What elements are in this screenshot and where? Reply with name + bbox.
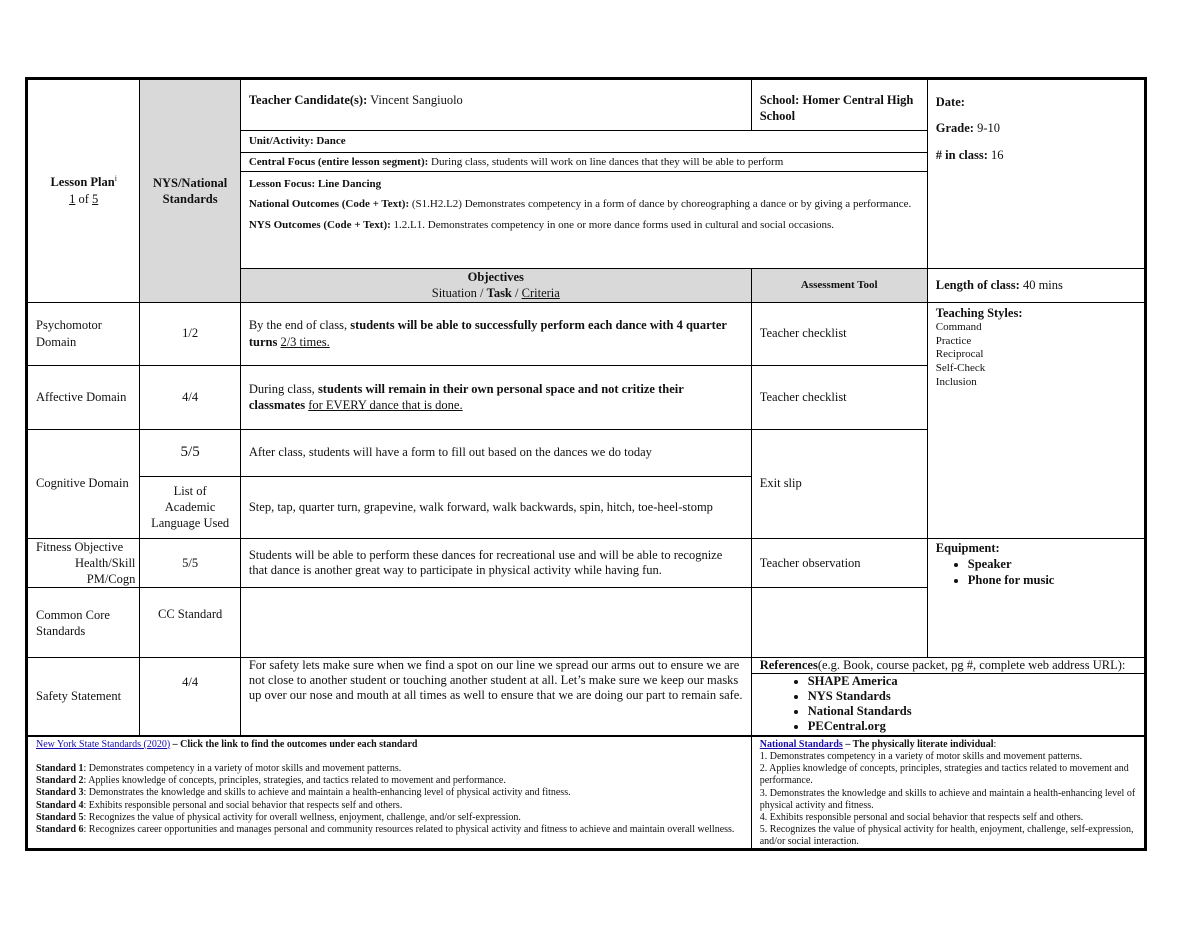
affective-domain: Affective Domain xyxy=(27,365,140,429)
school-name: School: Homer Central High School xyxy=(751,79,927,131)
academic-language-label: List of Academic Language Used xyxy=(140,476,240,538)
teaching-styles-list xyxy=(936,321,1136,390)
national-standards-footer: National Standards – The physically literate individual: 1. Demonstrates competency in a variety of motor skills and movement patterns. 2. Applies knowledge of concepts, principles, strategies and tactics related to movement and performance. 3. Demonstrates the knowledge and skills to achieve and maintain a health-enhancing level of physical activity and fitness. 4. Exhibits responsible personal and social behavior that respects self and others. 5. Recognizes the value of physical activity for health, enjoyment, challenge, self-expression, and/or social interaction. xyxy=(751,736,1145,850)
date-label: Date: xyxy=(935,95,965,109)
lesson-plan-table xyxy=(25,77,1147,851)
equipment xyxy=(927,538,1145,658)
national-outcomes: National Outcomes (Code + Text): (S1.H2.L2) Demonstrates competency in a form of dance by choreographing a dance or by giving a performance. xyxy=(248,198,912,211)
fitness-assessment: Teacher observation xyxy=(751,538,927,588)
class-size-line: # in class: 16 xyxy=(935,147,1004,162)
psychomotor-domain: Psychomotor Domain xyxy=(27,302,140,365)
fitness-objective: Students will be able to perform these dances for recreational use and will be able to recognize that dance is another great way to participate in physical activity while having fun. xyxy=(240,538,751,588)
objectives-header: Objectives Situation / Task / Criteria xyxy=(240,269,751,303)
lesson-focus: Lesson Focus: Line Dancing xyxy=(248,178,382,190)
list-item: 1. Demonstrates competency in a variety of motor skills and movement patterns. xyxy=(759,750,1083,762)
list-item: 3. Demonstrates the knowledge and skills to achieve and maintain a health-enhancing level of physical activity and fitness. xyxy=(759,787,1136,811)
common-core-assessment xyxy=(751,588,927,658)
grade-line: Grade: 9-10 xyxy=(935,121,1001,136)
national-standards-link[interactable]: National Standards xyxy=(759,738,843,750)
affective-assessment: Teacher checklist xyxy=(751,365,927,429)
list-item: • Phone for music xyxy=(968,572,1136,588)
fitness-domain: Fitness Objective Health/Skill PM/Cogn xyxy=(27,538,140,588)
list-item: Inclusion xyxy=(935,375,977,388)
length-of-class: Length of class: 40 mins xyxy=(927,269,1145,303)
teaching-styles-title: Teaching Styles: xyxy=(935,305,1023,320)
cognitive-assessment: Exit slip xyxy=(751,429,927,538)
cognitive-standard: 5/5 xyxy=(140,429,240,476)
central-focus: Central Focus (entire lesson segment): During class, students will work on line dances that they will be able to perform xyxy=(240,153,927,172)
lesson-number: 1 xyxy=(69,191,76,206)
affective-objective: During class, students will remain in their own personal space and not critize their classmates for EVERY dance that is done. xyxy=(240,365,751,429)
safety-domain: Safety Statement xyxy=(27,658,140,736)
common-core-standard: CC Standard xyxy=(140,588,240,658)
cognitive-objective: After class, students will have a form to fill out based on the dances we do today xyxy=(240,429,751,476)
list-item: Standard 4: Exhibits responsible personal and social behavior that respects self and others. xyxy=(36,799,403,811)
psychomotor-objective: By the end of class, students will be able to successfully perform each dance with 4 quarter turns 2/3 times. xyxy=(240,302,751,365)
lesson-total: 5 xyxy=(92,191,99,206)
nys-standards-footer: New York State Standards (2020) – Click the link to find the outcomes under each standard Standard 1: Demonstrates competency in a variety of motor skills and movement patterns. Standard 2: Applies knowledge of concepts, principles, strategies, and tactics related to movement and performance. Standard 3: Demonstrates the knowledge and skills to achieve and maintain a health-enhancing level of physical activity and fitness. Standard 4: Exhibits responsible personal and social behavior that respects self and others. Standard 5: Recognizes the value of physical activity for overall wellness, enjoyment, challenge, and/or self-expression. Standard 6: Recognizes career opportunities and manages personal and community resources related to physical activity and fitness to achieve and maintain overall wellness. xyxy=(27,736,752,850)
list-item: • NYS Standards xyxy=(808,689,1144,704)
teaching-styles xyxy=(927,302,1145,538)
unit-activity: Unit/Activity: Dance xyxy=(240,131,927,153)
list-item: • PECentral.org xyxy=(808,719,1144,734)
list-item: 2. Applies knowledge of concepts, principles, strategies and tactics related to movement and performance. xyxy=(759,763,1129,787)
list-item: 4. Exhibits responsible personal and social behavior that respects self and others. xyxy=(759,811,1084,823)
list-item: Standard 5: Recognizes the value of physical activity for overall wellness, enjoyment, challenge, and/or self-expression. xyxy=(36,811,521,823)
lesson-plan-page xyxy=(25,77,1147,851)
safety-standard: 4/4 xyxy=(140,658,240,736)
references-header: References(e.g. Book, course packet, pg #, complete web address URL): xyxy=(752,658,1144,674)
list-item: Command xyxy=(935,320,982,333)
affective-standard: 4/4 xyxy=(140,365,240,429)
outcomes-block xyxy=(240,172,927,269)
list-item: • Speaker xyxy=(968,556,1136,572)
list-item: Reciprocal xyxy=(935,348,984,361)
nys-outcomes: NYS Outcomes (Code + Text): 1.2.L1. Demonstrates competency in one or more dance forms used in cultural and social occasions. xyxy=(248,218,835,231)
academic-language-list: Step, tap, quarter turn, grapevine, walk forward, walk backwards, spin, hitch, toe-heel-stomp xyxy=(240,476,751,538)
assessment-tool-header: Assessment Tool xyxy=(751,269,927,303)
list-item: • National Standards xyxy=(808,704,1144,719)
list-item: Standard 1: Demonstrates competency in a variety of motor skills and movement patterns. xyxy=(36,762,402,774)
list-item: • SHAPE America xyxy=(808,674,1144,689)
date-grade-info xyxy=(927,79,1145,269)
psychomotor-standard: 1/2 xyxy=(140,302,240,365)
fitness-standard: 5/5 xyxy=(140,538,240,588)
psychomotor-assessment: Teacher checklist xyxy=(751,302,927,365)
list-item: Standard 3: Demonstrates the knowledge and skills to achieve and maintain a health-enhancing level of physical activity and fitness. xyxy=(36,787,571,799)
nys-standards-link[interactable]: New York State Standards (2020) xyxy=(36,738,171,750)
nys-national-standards-header: NYS/National Standards xyxy=(140,79,240,303)
list-item: Standard 6: Recognizes career opportunities and manages personal and community resources related to physical activity and fitness to achieve and maintain overall wellness. xyxy=(36,823,735,835)
list-item: 5. Recognizes the value of physical activity for health, enjoyment, challenge, self-expression, and/or social interaction. xyxy=(759,824,1134,848)
list-item: Standard 2: Applies knowledge of concepts, principles, strategies, and tactics related to movement and performance. xyxy=(36,775,506,787)
safety-statement: For safety lets make sure when we find a spot on our line we spread our arms out to ensure we are not close to another student or touching another student at all. Let’s make sure we keep our masks up over our nose and mouth at all times as well to ensure that we are doing our part to remain safe. xyxy=(240,658,751,736)
lesson-plan-title: Lesson Plan$^i$ 1 of 5 xyxy=(27,79,140,303)
equipment-title: Equipment: xyxy=(935,540,1000,555)
teacher-candidate: Teacher Candidate(s): Vincent Sangiuolo xyxy=(240,79,751,131)
common-core-domain: Common Core Standards xyxy=(27,588,140,658)
references-list xyxy=(752,674,1144,734)
equipment-list xyxy=(936,556,1136,589)
common-core-objective xyxy=(240,588,751,658)
list-item: Self-Check xyxy=(935,362,986,374)
list-item: Practice xyxy=(935,334,972,347)
references xyxy=(751,658,1145,736)
cognitive-domain: Cognitive Domain xyxy=(27,429,140,538)
